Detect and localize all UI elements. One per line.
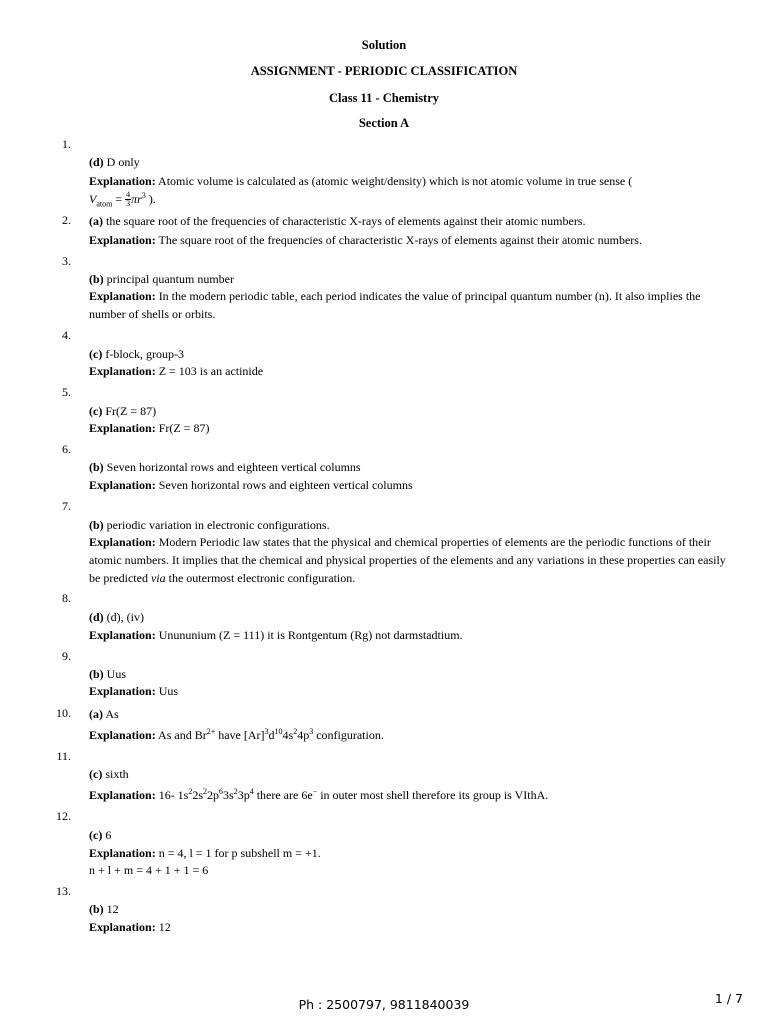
answer-line: (b) principal quantum number (89, 272, 234, 286)
explanation-line: Explanation: The square root of the frequencies of characteristic X-rays of elements against their atomic numbers. (89, 233, 642, 247)
atomic-volume-formula: $V_{atom}$ = $\frac{4}{3}$ $\pi r^3$ ). (89, 190, 156, 209)
heading-section: Section A (358, 116, 410, 130)
question-number: 10. (56, 706, 71, 720)
question-number: 5. (62, 385, 71, 399)
footer-phone: Ph : 2500797, 9811840039 (298, 997, 470, 1012)
answer-line: (c) 6 (89, 828, 112, 842)
explanation-line: Explanation: Fr(Z = 87) (89, 421, 210, 435)
explanation-line: Explanation: As and $Br^{2+}$ have $[Ar]^3d^{10}4s^24p^3$ configuration. (89, 727, 384, 742)
answer-line: (b) 12 (89, 902, 119, 916)
explanation-line-2: n + l + m = 4 + 1 + 1 = 6 (89, 863, 209, 877)
question-number: 12. (56, 809, 71, 823)
answer-line: (b) periodic variation in electronic configurations. (89, 518, 330, 532)
explanation-line: Explanation: In the modern periodic table, each period indicates the value of principal quantum number (n). It also implies the number of shells or orbits. (89, 289, 701, 321)
explanation-line: Explanation: Uus (89, 684, 179, 698)
answer-line: (c) f-block, group-3 (89, 347, 184, 361)
answer-line: (b) Uus (89, 667, 127, 681)
explanation-line: Explanation: Modern Periodic law states that the physical and chemical properties of elements are the periodic functions of their atomic numbers. It implies that the chemical and physical properties of the elements and any variations in these properties can easily be predicted via the outermost electronic configuration. (89, 535, 726, 585)
question-number: 13. (56, 884, 71, 898)
answer-line: (d) D only (89, 155, 140, 169)
question-number: 2. (62, 213, 71, 227)
explanation-line: Explanation: 16- $1s^22s^22p^63s^23p^4$ there are 6e− in outer most shell therefore its group is VIthA. (89, 787, 549, 802)
answer-line: (a) As (89, 707, 119, 721)
question-number: 6. (62, 442, 71, 456)
question-number: 9. (62, 649, 71, 663)
question-number: 4. (62, 328, 71, 342)
question-number: 11. (56, 749, 71, 763)
question-number: 1. (62, 137, 71, 151)
heading-solution: Solution (361, 38, 407, 52)
explanation-line: Explanation: Z = 103 is an actinide (89, 364, 264, 378)
heading-assignment: ASSIGNMENT - PERIODIC CLASSIFICATION (250, 64, 518, 78)
answer-line: (b) Seven horizontal rows and eighteen vertical columns (89, 460, 361, 474)
question-number: 7. (62, 499, 71, 513)
explanation-line: Explanation: Atomic volume is calculated as (atomic weight/density) which is not atomic volume in true sense ( (89, 174, 633, 188)
page-number: 1 / 7 (714, 991, 743, 1006)
explanation-line: Explanation: n = 4, l = 1 for p subshell m = +1. (89, 846, 321, 860)
explanation-line: Explanation: Seven horizontal rows and eighteen vertical columns (89, 478, 413, 492)
answer-line: (c) sixth (89, 767, 129, 781)
explanation-line: Explanation: Unununium (Z = 111) it is Rontgentum (Rg) not darmstadtium. (89, 628, 463, 642)
answer-line: (d) (d), (iv) (89, 610, 144, 624)
explanation-line: Explanation: 12 (89, 920, 171, 934)
question-number: 8. (62, 591, 71, 605)
question-number: 3. (62, 254, 71, 268)
answer-line: (c) Fr(Z = 87) (89, 404, 157, 418)
answer-line: (a) the square root of the frequencies of characteristic X-rays of elements against their atomic numbers. (89, 214, 586, 228)
heading-class: Class 11 - Chemistry (328, 91, 440, 105)
